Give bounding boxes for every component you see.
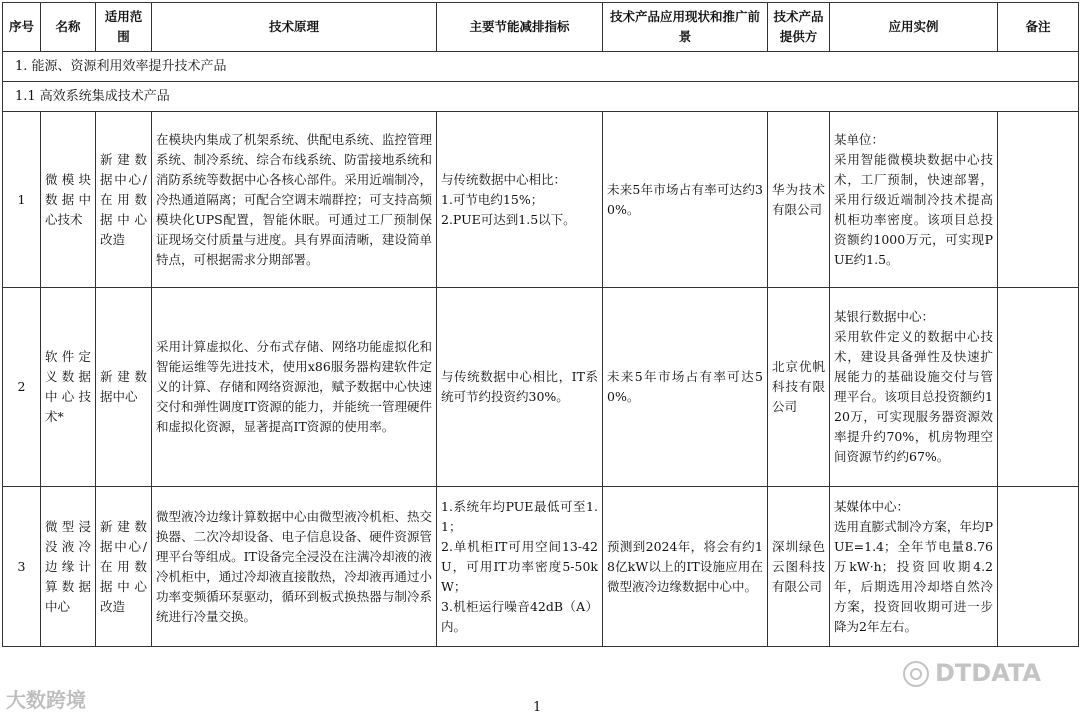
row-name: 软件定义数据中心技术* <box>41 288 96 487</box>
wechat-icon <box>903 661 929 687</box>
table-row <box>3 288 1079 487</box>
row-indicator: 与传统数据中心相比： 1.可节电约15%； 2.PUE可达到1.5以下。 <box>437 112 603 288</box>
row-provider: 深圳绿色云图科技有限公司 <box>768 487 830 647</box>
section-title: 1. 能源、资源利用效率提升技术产品 <box>3 52 1079 82</box>
row-indicator: 1.系统年均PUE最低可至1.1； 2.单机柜IT可用空间13-42U，可用IT功率密度5-50kW； 3.机柜运行噪音42dB（A）内。 <box>437 487 603 647</box>
subsection-title: 1.1 高效系统集成技术产品 <box>3 82 1079 112</box>
row-remark <box>998 487 1079 647</box>
row-principle: 采用计算虚拟化、分布式存储、网络功能虚拟化和智能运维等先进技术，使用x86服务器构建软件定义的计算、存储和网络资源池，赋予数据中心快速交付和弹性调度IT资源的能力，并能统一管理硬件和虚拟化资源，显著提高IT资源的使用率。 <box>152 288 437 487</box>
table-row <box>3 487 1079 647</box>
section-row <box>3 52 1079 82</box>
header-remark: 备注 <box>998 3 1079 52</box>
table-row <box>3 112 1079 288</box>
header-indicator: 主要节能减排指标 <box>437 3 603 52</box>
row-remark <box>998 112 1079 288</box>
row-principle: 微型液冷边缘计算数据中心由微型液冷机柜、热交换器、二次冷却设备、电子信息设备、硬件资源管理平台等组成。IT设备完全浸没在注满冷却液的液冷机柜中，通过冷却液直接散热，冷却液再通过小功率变频循环泵驱动，循环到板式换热器与制冷系统进行冷量交换。 <box>152 487 437 647</box>
row-remark <box>998 288 1079 487</box>
tech-table <box>2 2 1079 647</box>
header-name: 名称 <box>41 3 96 52</box>
subsection-row <box>3 82 1079 112</box>
header-principle: 技术原理 <box>152 3 437 52</box>
watermark-left <box>6 684 86 713</box>
row-provider: 北京优帆科技有限公司 <box>768 288 830 487</box>
row-name: 微型浸没液冷边缘计算数据中心 <box>41 487 96 647</box>
row-prospect: 未来5年市场占有率可达约30%。 <box>603 112 768 288</box>
row-principle: 在模块内集成了机架系统、供配电系统、监控管理系统、制冷系统、综合布线系统、防雷接地系统和消防系统等数据中心各核心部件。采用近端制冷，冷热通道隔离；可配合空调末端群控；可支持高频模块化UPS配置，智能休眠。可通过工厂预制保证现场交付质量与进度。具有界面清晰，建设简单特点，可根据需求分期部署。 <box>152 112 437 288</box>
row-no: 2 <box>3 288 41 487</box>
row-provider: 华为技术有限公司 <box>768 112 830 288</box>
header-prospect: 技术产品应用现状和推广前景 <box>603 3 768 52</box>
row-no: 3 <box>3 487 41 647</box>
row-indicator: 与传统数据中心相比，IT系统可节约投资约30%。 <box>437 288 603 487</box>
header-example: 应用实例 <box>830 3 998 52</box>
page-number: 1 <box>533 700 542 715</box>
row-no: 1 <box>3 112 41 288</box>
watermark-right-text: DTDATA <box>935 659 1042 687</box>
watermark-left-text: 大数跨境 <box>6 688 86 712</box>
row-scope: 新建数据中心/在用数据中心改造 <box>96 112 152 288</box>
row-prospect: 未来5年市场占有率可达50%。 <box>603 288 768 487</box>
header-scope: 适用范围 <box>96 3 152 52</box>
header-row <box>3 3 1079 52</box>
row-example: 某银行数据中心： 采用软件定义的数据中心技术，建设具备弹性及快速扩展能力的基础设施交付与管理平台。该项目总投资额约120万，可实现服务器资源效率提升约70%，机房物理空间资源节约约67%。 <box>830 288 998 487</box>
row-prospect: 预测到2024年，将会有约18亿kW以上的IT设施应用在微型液冷边缘数据中心中。 <box>603 487 768 647</box>
row-scope: 新建数据中心/在用数据中心改造 <box>96 487 152 647</box>
watermark-right <box>903 659 1041 687</box>
header-no: 序号 <box>3 3 41 52</box>
row-example: 某媒体中心： 选用直膨式制冷方案，年均PUE=1.4；全年节电量8.76万kW·h；投资回收期4.2年，后期选用冷却塔自然冷方案，投资回收期可进一步降为2年左右。 <box>830 487 998 647</box>
header-provider: 技术产品提供方 <box>768 3 830 52</box>
row-scope: 新建数据中心 <box>96 288 152 487</box>
row-example: 某单位： 采用智能微模块数据中心技术，工厂预制，快速部署，采用行级近端制冷技术提高机柜功率密度。该项目总投资额约1000万元，可实现PUE约1.5。 <box>830 112 998 288</box>
row-name: 微模块数据中心技术 <box>41 112 96 288</box>
